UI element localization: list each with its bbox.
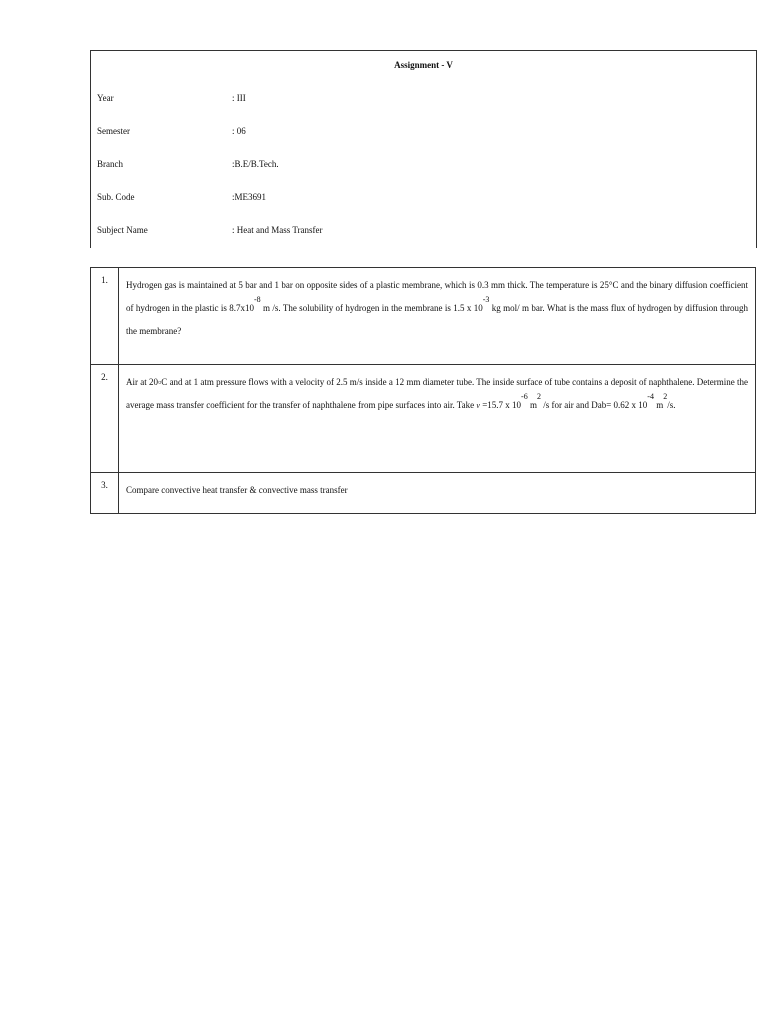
semester-value: : 06 (232, 126, 246, 136)
branch-value: :B.E/B.Tech. (232, 159, 279, 169)
header-row-subject-name (97, 225, 737, 237)
subject-name-label: Subject Name (97, 225, 148, 235)
superscript: -6 (521, 392, 528, 401)
superscript: 2 (536, 392, 541, 401)
page-title: Assignment - V (394, 60, 453, 70)
header-row-branch (97, 159, 737, 171)
question-text: Air at 20▫C and at 1 atm pressure flows with a velocity of 2.5 m/s inside a 12 mm diameter tube. The inside surface of tube contains a deposit of naphthalene. Determine the average mass transfer coefficient for the transfer of naphthalene from pipe surfaces into air. Take ν =15.7 x 10-6 m2 /s for air and Dab= 0.62 x 10-4 m2/s. (119, 365, 756, 473)
superscript: -3 (482, 295, 490, 304)
superscript: -8 (253, 295, 261, 304)
question-text: Hydrogen gas is maintained at 5 bar and 1 bar on opposite sides of a plastic membrane, which is 0.3 mm thick. The temperature is 25°C and the binary diffusion coefficient of hydrogen in the plastic is 8.7x10-8 m /s. The solubility of hydrogen in the membrane is 1.5 x 10-3 kg mol/ m bar. What is the mass flux of hydrogen by diffusion through the membrane? (119, 268, 756, 365)
subject-name-value: : Heat and Mass Transfer (232, 225, 323, 235)
superscript: 2 (663, 392, 668, 401)
assignment-header (90, 50, 757, 248)
sub-code-value: :ME3691 (232, 192, 267, 202)
semester-label: Semester (97, 126, 130, 136)
sub-code-label: Sub. Code (97, 192, 135, 202)
year-label: Year (97, 93, 114, 103)
question-row (91, 268, 756, 365)
year-value: : III (232, 93, 246, 103)
branch-label: Branch (97, 159, 123, 169)
question-number: 2. (91, 365, 119, 473)
question-text: Compare convective heat transfer & convective mass transfer (119, 473, 756, 514)
question-row (91, 473, 756, 514)
superscript: -4 (647, 392, 654, 401)
question-row (91, 365, 756, 473)
header-row-year (97, 93, 737, 105)
question-number: 3. (91, 473, 119, 514)
question-number: 1. (91, 268, 119, 365)
nu-symbol: ν (476, 401, 480, 410)
questions-table (90, 267, 756, 514)
header-row-sub-code (97, 192, 737, 204)
header-row-semester (97, 126, 737, 138)
